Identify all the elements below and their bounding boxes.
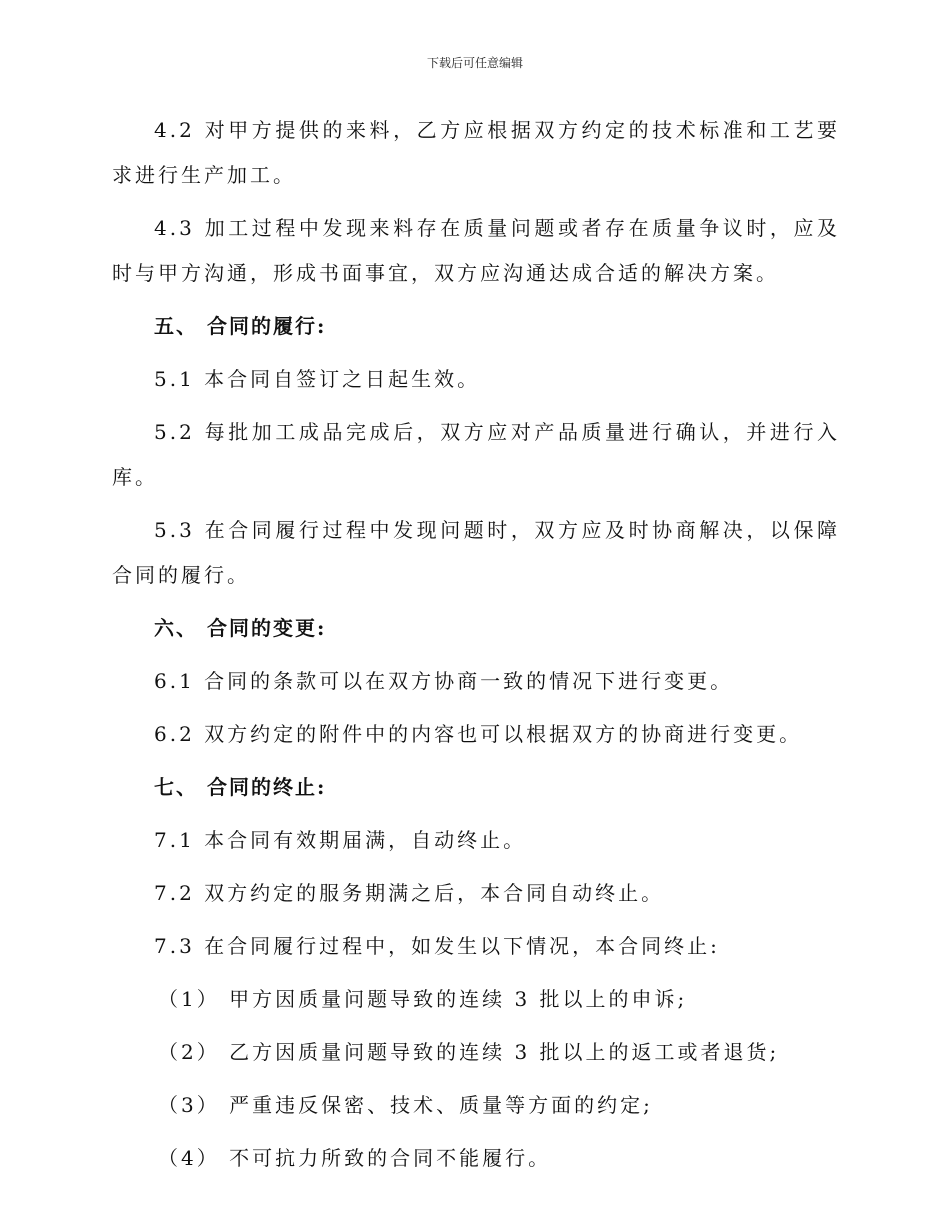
paragraph-7-2: 7.2 双方约定的服务期满之后，本合同自动终止。 [154,881,665,905]
paragraph-5-2: 5.2 每批加工成品完成后，双方应对产品质量进行确认，并进行入库。 [112,420,840,489]
section-heading-5: 五、 合同的履行: [154,314,327,338]
list-item-1: （1） 甲方因质量问题导致的连续 3 批以上的申诉; [158,987,688,1011]
paragraph-7-3: 7.3 在合同履行过程中，如发生以下情况，本合同终止: [154,934,720,958]
list-item-3: （3） 严重违反保密、技术、质量等方面的约定; [158,1093,653,1117]
paragraph-6-2: 6.2 双方约定的附件中的内容也可以根据双方的协商进行变更。 [154,722,803,746]
paragraph-5-3: 5.3 在合同履行过程中发现问题时，双方应及时协商解决，以保障合同的履行。 [112,518,840,587]
paragraph-7-1: 7.1 本合同有效期届满，自动终止。 [154,828,527,852]
section-heading-6: 六、 合同的变更: [154,616,327,640]
list-item-2: （2） 乙方因质量问题导致的连续 3 批以上的返工或者退货; [158,1040,780,1064]
paragraph-6-1: 6.1 合同的条款可以在双方协商一致的情况下进行变更。 [154,669,734,693]
page-header: 下载后可任意编辑 [426,56,523,70]
paragraph-4-2: 4.2 对甲方提供的来料，乙方应根据双方约定的技术标准和工艺要求进行生产加工。 [112,118,840,187]
section-heading-7: 七、 合同的终止: [154,775,327,799]
paragraph-5-1: 5.1 本合同自签订之日起生效。 [154,367,481,391]
list-item-4: （4） 不可抗力所致的合同不能履行。 [158,1146,552,1170]
paragraph-4-3: 4.3 加工过程中发现来料存在质量问题或者存在质量争议时，应及时与甲方沟通，形成书面事宜，双方应沟通达成合适的解决方案。 [112,216,840,285]
document-body [112,108,840,1189]
